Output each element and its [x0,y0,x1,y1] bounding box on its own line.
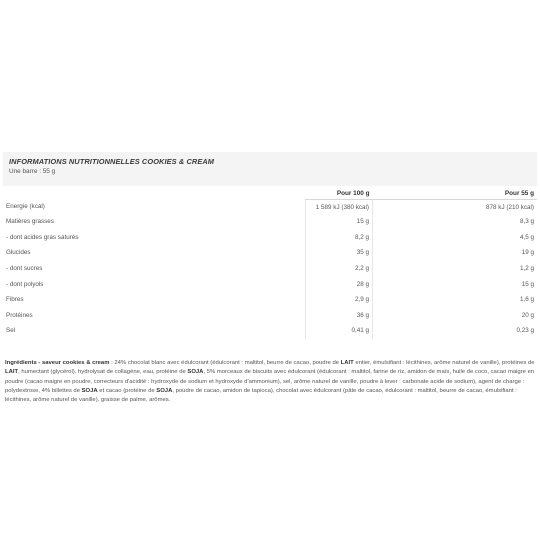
allergen-text: SOJA [156,387,173,394]
allergen-text: SOJA [187,369,204,376]
ingredient-text: et cacao (protéine de [97,387,157,394]
column-per55: Pour 55 g [373,188,538,200]
value-per55: 878 kJ (210 kcal) [373,200,538,215]
table-row [3,261,537,277]
ingredients-body [5,360,534,404]
table-row [3,308,537,324]
nutrient-label: Glucides [6,249,31,257]
table-header-row [3,188,537,200]
header-label-cell [3,188,306,200]
nutrient-label: Sel [6,327,16,335]
nutrient-label: Energie (kcal) [6,203,45,211]
value-per100: 28 g [306,276,373,292]
allergen-text: LAIT [5,369,19,376]
table-row [3,245,537,261]
nutrient-label: - dont acides gras saturés [6,233,79,241]
table-row [3,323,537,339]
page-title: INFORMATIONS NUTRITIONNELLES COOKIES & CREAM [9,157,215,166]
value-per100: 8,2 g [306,230,373,246]
nutrition-panel [3,152,537,406]
value-per55: 8,3 g [373,214,538,230]
value-per100: 35 g [306,245,373,261]
ingredient-text: , poudre de cacao, amidon de tapioca), chocolat avec édulcorant (pâte de cacao, édulcorant : maltitol, beurre de cacao, émulsifiant : lécithines, arôme naturel de vanille), graisse de palme, arômes. [5,387,517,404]
serving-size: Une barre : 55 g [9,168,56,175]
value-per55: 15 g [373,276,538,292]
nutrient-label: Protéines [6,311,33,319]
ingredients-heading: Ingrédients - saveur cookies & cream [5,359,110,366]
ingredient-text: , humectant (glycérol), hydrolysat de collagène, eau, protéine de [18,369,188,376]
value-per55: 1,2 g [373,261,538,277]
value-per55: 20 g [373,308,538,324]
nutrition-table [3,188,537,339]
value-per100: 2,2 g [306,261,373,277]
value-per100: 15 g [306,214,373,230]
ingredient-text: : 24% chocolat blanc avec édulcorant (édulcorant : maltitol, beurre de cacao, poudre de [109,359,341,366]
ingredients-text [3,359,537,406]
value-per100: 0,41 g [306,323,373,339]
ingredient-text: , 5% morceaux de biscuits avec édulcorant (édulcorant : maltitol, farine de riz, amidon de maïs, huile de coco, cacao maigre en poudre (cacao maigre en poudre, correcteurs d'acidité : hydroxyde de sodium et hydroxyde d'ammonium), sel, arôme naturel de vanille, poudre à lever : carbonate acide de sodium), agent de charge : polydextrose, 4% billettes de [5,369,535,394]
nutrient-label: - dont sucres [6,265,43,273]
value-per100: 36 g [306,308,373,324]
value-per100: 1 589 kJ (380 kcal) [306,200,373,215]
column-per100: Pour 100 g [306,188,373,200]
table-row [3,200,537,215]
nutrient-label: Matières grasses [6,218,54,226]
allergen-text: LAIT [340,359,354,366]
nutrient-label: - dont polyols [6,280,44,288]
value-per55: 4,5 g [373,230,538,246]
nutrition-rows [3,200,537,339]
value-per55: 19 g [373,245,538,261]
ingredient-text: entier, émulsifiant : lécithines, arôme naturel de vanille), protéines de [353,359,535,366]
nutrition-header [3,152,537,186]
table-row [3,214,537,230]
value-per55: 0,23 g [373,323,538,339]
table-row [3,276,537,292]
allergen-text: SOJA [81,387,98,394]
table-row [3,230,537,246]
table-row [3,292,537,308]
value-per100: 2,9 g [306,292,373,308]
nutrient-label: Fibres [6,296,24,304]
value-per55: 1,6 g [373,292,538,308]
